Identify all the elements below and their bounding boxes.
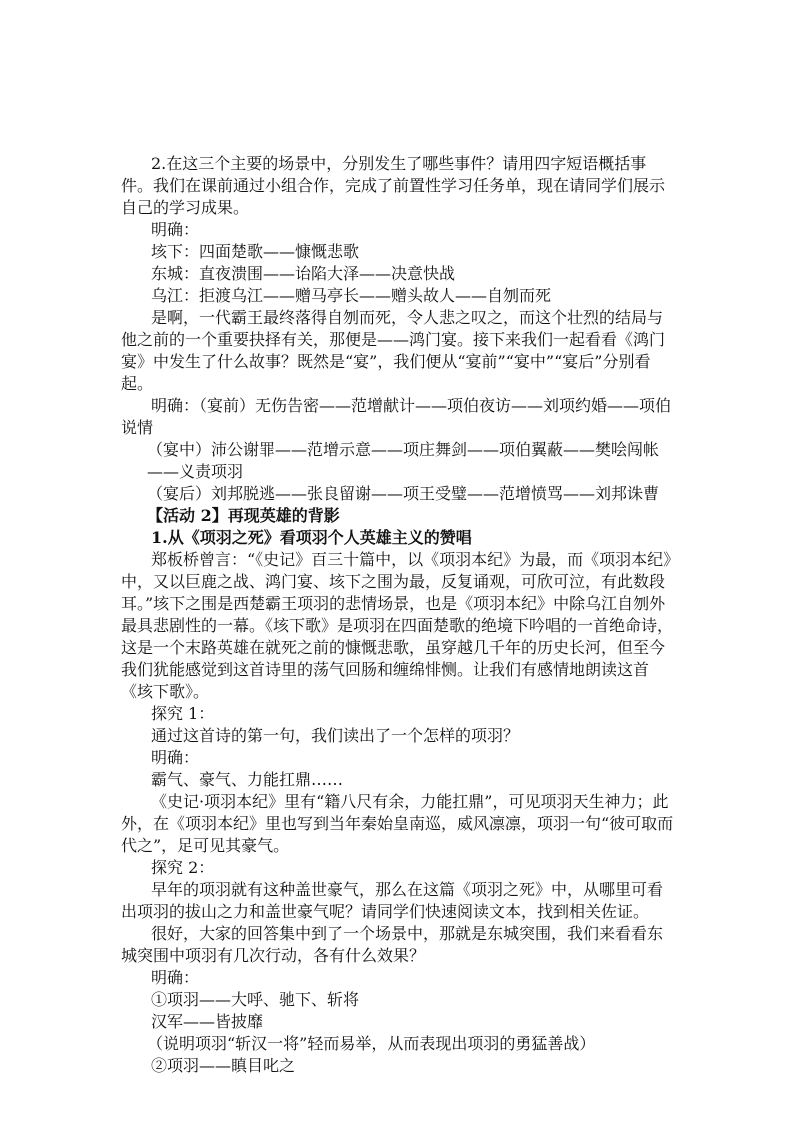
action-2-xiangyu: ②项羽——瞋目叱之	[151, 1056, 296, 1075]
answer-label: 明确：	[151, 220, 200, 239]
paragraph-shiji-quote: 《史记·项羽本纪》里有“籍八尺有余，力能扛鼎”，可见项羽天生神力；此外，在《项羽本纪》里也写到当年秦始皇南巡，威风凛凛，项羽一句“彼可取而代之”，足可见其豪气。	[121, 792, 674, 855]
explore-2-label: 探究 2：	[151, 858, 215, 877]
section-1-heading: 1.从《项羽之死》看项羽个人英雄主义的赞唱	[151, 528, 472, 547]
explore-1-label: 探究 1：	[151, 704, 215, 723]
document-page	[121, 153, 676, 1077]
action-1-hanjun: 汉军——皆披靡	[151, 1012, 264, 1031]
action-1-explanation: （说明项羽“斩汉一将”轻而易举，从而表现出项羽的勇猛善战）	[147, 1034, 596, 1053]
paragraph-zheng-banqiao: 郑板桥曾言：“《史记》百三十篇中，以《项羽本纪》为最，而《项羽本纪》中，又以巨鹿之战、鸿门宴、垓下之围为最，反复诵观，可欣可泣，有此数段耳。”垓下之围是西楚霸王项羽的悲情场景，也是《项羽本纪》中除乌江自刎外最具悲剧性的一幕。《垓下歌》是项羽在四面楚歌的绝境下吟唱的一首绝命诗，这是一个末路英雄在就死之前的慷慨悲歌，虽穿越几千年的历史长河，但至今我们犹能感觉到这首诗里的荡气回肠和缠绵悱恻。让我们有感情地朗读这首《垓下歌》。	[121, 550, 674, 701]
paragraph-hongmenyan-intro: 是啊，一代霸王最终落得自刎而死，令人悲之叹之，而这个壮烈的结局与他之前的一个重要抉择有关，那便是——鸿门宴。接下来我们一起看看《鸿门宴》中发生了什么故事？既然是“宴”，我们便从“宴前”“宴中”“宴后”分别看起。	[121, 308, 666, 393]
scene-gaixia: 垓下：四面楚歌——慷慨悲歌	[151, 242, 360, 261]
action-1-xiangyu: ①项羽——大呼、驰下、斩将	[151, 990, 360, 1009]
activity-2-heading: 【活动 2】再现英雄的背影	[147, 506, 340, 525]
explore-2-question: 早年的项羽就有这种盖世豪气，那么在这篇《项羽之死》中，从哪里可看出项羽的拔山之力和盖世豪气呢？请同学们快速阅读文本，找到相关佐证。	[121, 880, 664, 921]
answer-during-banquet: （宴中）沛公谢罪——范增示意——项庄舞剑——项伯翼蔽——樊哙闯帐	[147, 440, 660, 459]
answer-label: 明确：	[151, 968, 200, 987]
scene-dongcheng: 东城：直夜溃围——诒陷大泽——决意快战	[151, 264, 456, 283]
answer-before-banquet: 明确：（宴前）无伤告密——范增献计——项伯夜访——刘项约婚——项伯说情	[121, 396, 672, 437]
answer-bawang-traits: 霸气、豪气、力能扛鼎……	[151, 770, 344, 789]
scene-wujiang: 乌江：拒渡乌江——赠马亭长——赠头故人——自刎而死	[151, 286, 552, 305]
paragraph-dongcheng-breakout: 很好，大家的回答集中到了一个场景中，那就是东城突围，我们来看看东城突围中项羽有几次行动，各有什么效果？	[121, 924, 664, 965]
answer-during-banquet-cont: ——义责项羽	[147, 462, 244, 481]
paragraph-question-2: 2.在这三个主要的场景中，分别发生了哪些事件？请用四字短语概括事件。我们在课前通过小组合作，完成了前置性学习任务单，现在请同学们展示自己的学习成果。	[121, 154, 666, 217]
answer-after-banquet: （宴后）刘邦脱逃——张良留谢——项王受璧——范增愤骂——刘邦诛曹	[147, 484, 660, 503]
answer-label: 明确：	[151, 748, 200, 767]
explore-1-question: 通过这首诗的第一句，我们读出了一个怎样的项羽？	[151, 726, 520, 745]
